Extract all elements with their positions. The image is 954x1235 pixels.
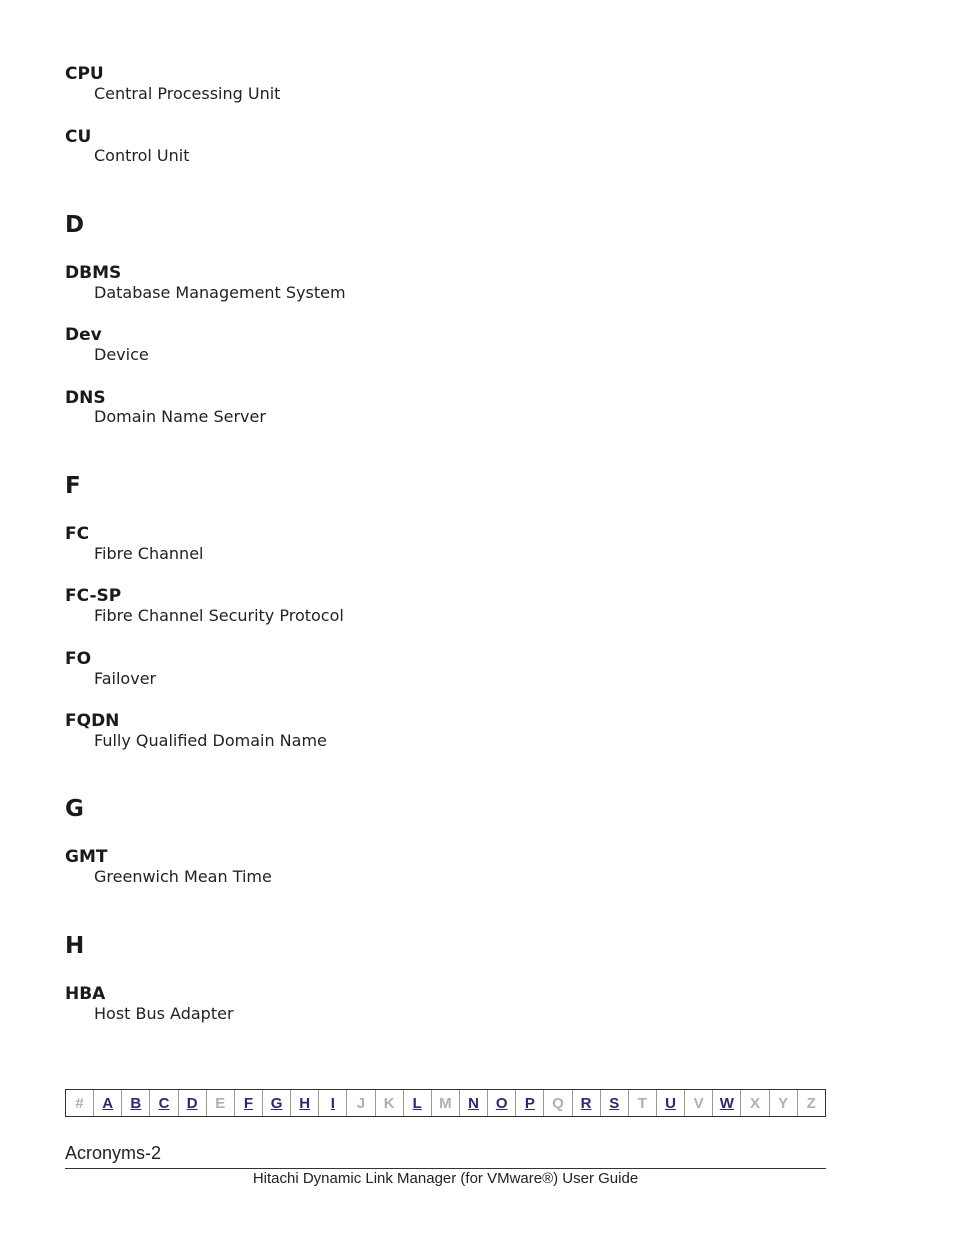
nav-link-u[interactable]: U — [657, 1090, 685, 1116]
acronym-term: Dev — [65, 325, 102, 345]
nav-link-e: E — [207, 1090, 235, 1116]
acronym-definition: Device — [94, 345, 149, 364]
acronym-definition: Domain Name Server — [94, 407, 266, 426]
document-title: Hitachi Dynamic Link Manager (for VMware®) User Guide — [252, 1170, 639, 1187]
acronym-term: FC — [65, 524, 90, 544]
acronym-term: CU — [65, 127, 92, 147]
nav-link-w[interactable]: W — [713, 1090, 741, 1116]
section-heading-h: H — [65, 933, 85, 959]
acronym-definition: Fibre Channel Security Protocol — [94, 606, 344, 625]
nav-link-z: Z — [806, 1094, 816, 1112]
nav-link-k: K — [376, 1090, 404, 1116]
section-heading-d: D — [65, 212, 85, 238]
acronym-definition: Database Management System — [94, 283, 346, 302]
nav-link-x: X — [741, 1090, 769, 1116]
alphabet-navigation — [65, 1089, 826, 1117]
section-heading-g: G — [65, 796, 84, 822]
nav-link-s[interactable]: S — [601, 1090, 629, 1116]
acronym-term: DBMS — [65, 263, 122, 283]
nav-link-v: V — [685, 1090, 713, 1116]
acronym-definition: Fibre Channel — [94, 544, 204, 563]
nav-link-a[interactable]: A — [94, 1090, 122, 1116]
acronym-definition: Fully Qualified Domain Name — [94, 731, 327, 750]
acronym-term: GMT — [65, 847, 108, 867]
acronym-definition: Failover — [94, 669, 157, 688]
nav-link-l[interactable]: L — [404, 1090, 432, 1116]
acronym-term: HBA — [65, 984, 106, 1004]
page-number: Acronyms-2 — [65, 1143, 162, 1163]
nav-link-hash: # — [66, 1090, 94, 1116]
nav-link-h[interactable]: H — [291, 1090, 319, 1116]
nav-link-m: M — [432, 1090, 460, 1116]
nav-link-p[interactable]: P — [516, 1090, 544, 1116]
nav-link-j: J — [347, 1090, 375, 1116]
acronym-term: DNS — [65, 388, 106, 408]
acronym-definition: Control Unit — [94, 146, 190, 165]
nav-link-r[interactable]: R — [573, 1090, 601, 1116]
nav-link-o[interactable]: O — [488, 1090, 516, 1116]
nav-link-t: T — [629, 1090, 657, 1116]
nav-link-f[interactable]: F — [235, 1090, 263, 1116]
nav-link-y: Y — [770, 1090, 798, 1116]
acronym-definition: Central Processing Unit — [94, 84, 281, 103]
acronym-term: FC-SP — [65, 586, 122, 606]
nav-link-n[interactable]: N — [460, 1090, 488, 1116]
acronym-definition: Host Bus Adapter — [94, 1004, 234, 1023]
nav-link-d[interactable]: D — [179, 1090, 207, 1116]
section-heading-f: F — [65, 473, 81, 499]
acronym-term: FQDN — [65, 711, 120, 731]
acronym-definition: Greenwich Mean Time — [94, 867, 272, 886]
acronym-term: CPU — [65, 64, 104, 84]
nav-link-b[interactable]: B — [122, 1090, 150, 1116]
nav-link-q: Q — [544, 1090, 572, 1116]
nav-link-g[interactable]: G — [263, 1090, 291, 1116]
acronym-term: FO — [65, 649, 92, 669]
nav-link-i[interactable]: I — [319, 1090, 347, 1116]
nav-link-c[interactable]: C — [150, 1090, 178, 1116]
